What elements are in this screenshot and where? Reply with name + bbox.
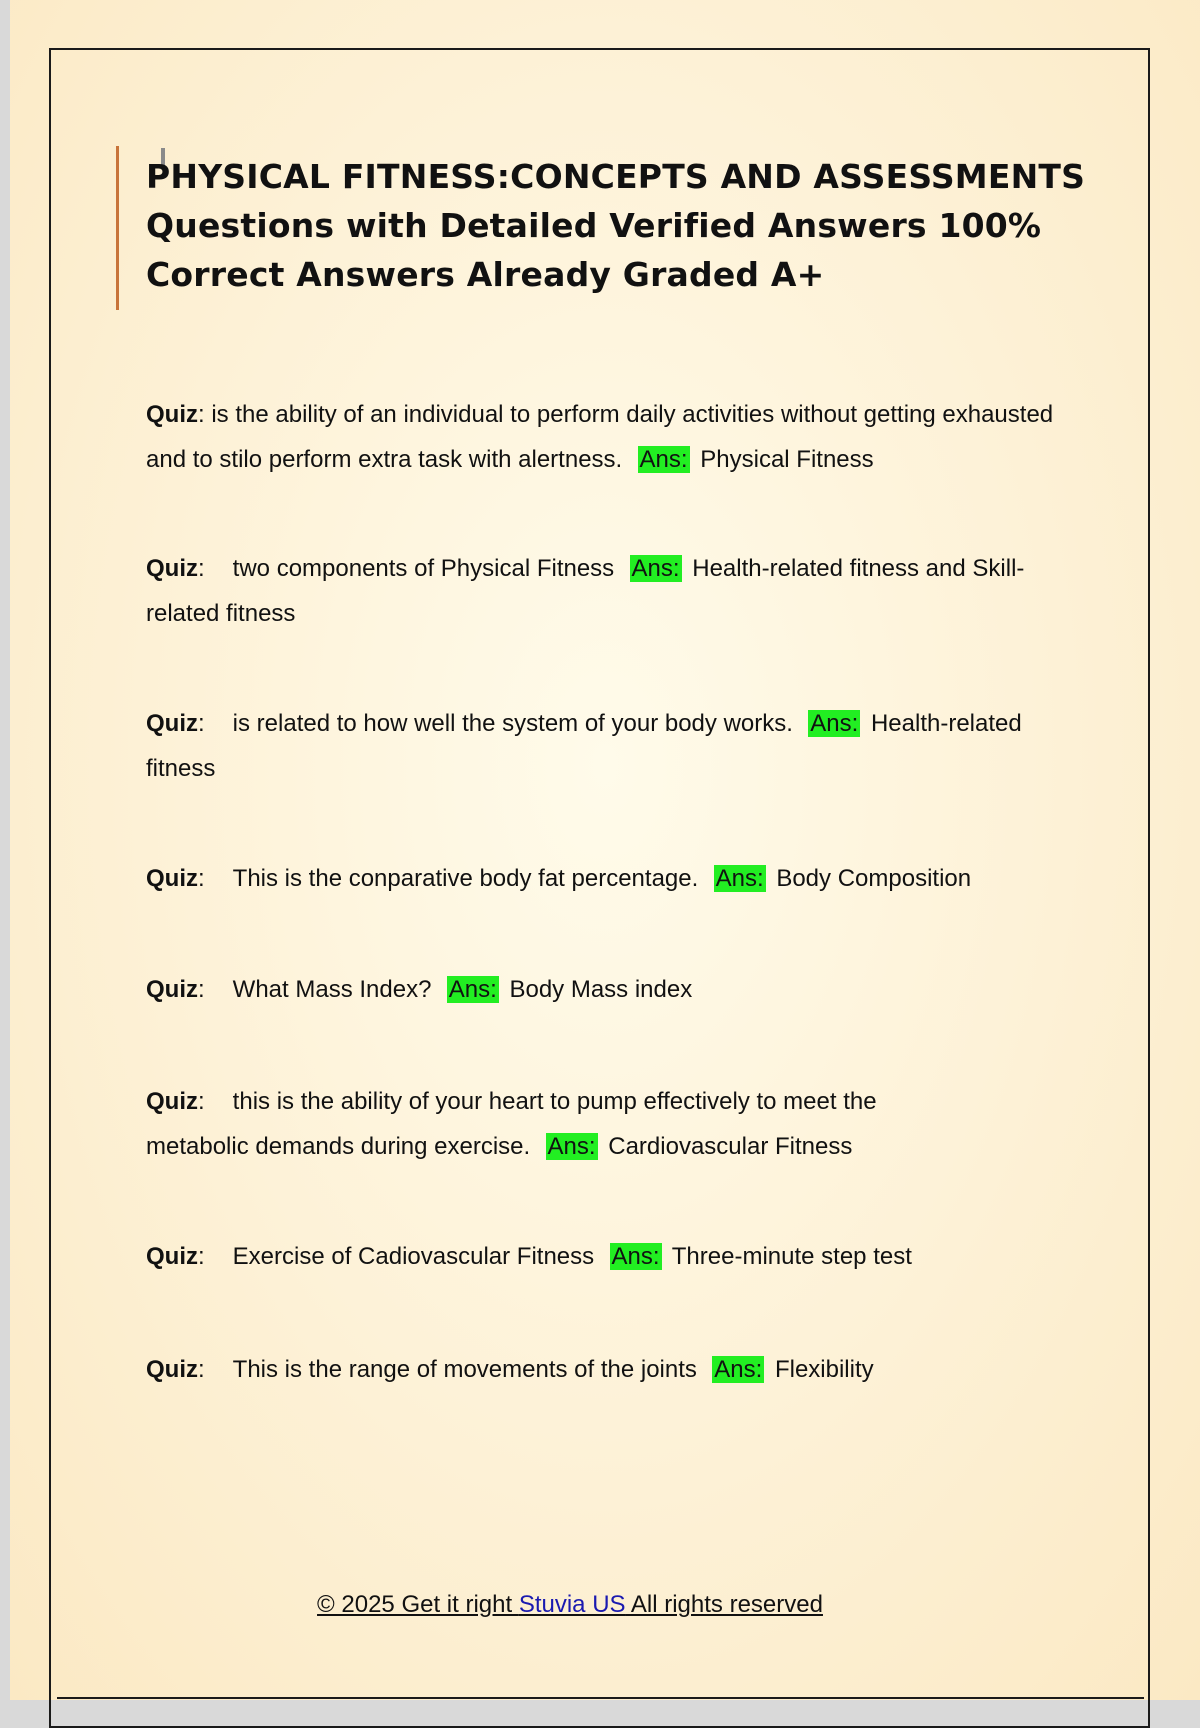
footer-copyright [10, 1591, 1130, 1619]
quiz-item: Quiz: is the ability of an individual to perform daily activities without getting exhausted and to stilo perform extra task with alertness. Ans: Physical Fitness [146, 401, 1054, 473]
quiz-item: Quiz: this is the ability of your heart to pump effectively to meet the metabolic demands during exercise. Ans: Cardiovascular Fitness [146, 1088, 877, 1160]
footer-suffix: All rights reserved [625, 1591, 823, 1618]
quiz-answer: Health-related fitness [146, 710, 1022, 782]
answer-badge: Ans: [715, 865, 764, 892]
quiz-answer: Body Mass index [509, 976, 693, 1003]
quiz-label: Quiz [146, 710, 198, 737]
quiz-question: Exercise of Cadiovascular Fitness [232, 1243, 595, 1270]
answer-badge: Ans: [810, 710, 859, 737]
quiz-question: What Mass Index? [232, 976, 432, 1003]
quiz-label: Quiz [146, 401, 198, 428]
title-accent-bar [116, 146, 119, 310]
answer-badge: Ans: [639, 446, 688, 473]
stuvia-link[interactable]: Stuvia US [518, 1591, 626, 1618]
document-title [146, 152, 1086, 299]
quiz-item: Quiz: Exercise of Cadiovascular Fitness Ans: Three-minute step test [146, 1243, 912, 1270]
quiz-answer: Body Composition [776, 865, 972, 892]
quiz-question: is related to how well the system of your body works. [232, 710, 793, 737]
answer-badge: Ans: [448, 976, 497, 1003]
quiz-item: Quiz: This is the range of movements of the joints Ans: Flexibility [146, 1356, 874, 1383]
answer-badge: Ans: [547, 1133, 596, 1160]
answer-badge: Ans: [611, 1243, 660, 1270]
bottom-rule [57, 1697, 1144, 1699]
quiz-answer: Cardiovascular Fitness [608, 1133, 853, 1160]
quiz-label: Quiz [146, 976, 198, 1003]
answer-badge: Ans: [631, 555, 680, 582]
quiz-label: Quiz [146, 1243, 198, 1270]
quiz-label: Quiz [146, 1088, 198, 1115]
quiz-item: Quiz: two components of Physical Fitness Ans: Health-related fitness and Skill-related fitness [146, 555, 1025, 627]
quiz-answer: Health-related fitness and Skill-related fitness [146, 555, 1025, 627]
quiz-answer: Flexibility [774, 1356, 874, 1383]
quiz-question: This is the conparative body fat percentage. [232, 865, 699, 892]
quiz-label: Quiz [146, 555, 198, 582]
quiz-label: Quiz [146, 1356, 198, 1383]
answer-badge: Ans: [714, 1356, 763, 1383]
quiz-item: Quiz: This is the conparative body fat percentage. Ans: Body Composition [146, 865, 972, 892]
quiz-question: This is the range of movements of the joints [232, 1356, 697, 1383]
quiz-question: two components of Physical Fitness [232, 555, 615, 582]
title-line: Questions with Detailed Verified Answers 100% [146, 206, 1042, 245]
quiz-answer: Physical Fitness [700, 446, 874, 473]
footer-line [317, 1591, 823, 1618]
quiz-question: this is the ability of your heart to pump effectively to meet the metabolic demands during exercise. [146, 1088, 877, 1160]
quiz-item: Quiz: is related to how well the system of your body works. Ans: Health-related fitness [146, 710, 1022, 782]
quiz-item: Quiz: What Mass Index? Ans: Body Mass index [146, 976, 693, 1003]
quiz-answer: Three-minute step test [671, 1243, 912, 1270]
document-page [10, 0, 1200, 1700]
footer-prefix: © 2025 Get it right [317, 1591, 519, 1618]
title-line: PHYSICAL FITNESS:CONCEPTS AND ASSESSMENTS [146, 157, 1086, 196]
title-line: Correct Answers Already Graded A+ [146, 255, 825, 294]
quiz-question: is the ability of an individual to perform daily activities without getting exhausted and to stilo perform extra task with alertness. [146, 401, 1054, 473]
quiz-label: Quiz [146, 865, 198, 892]
